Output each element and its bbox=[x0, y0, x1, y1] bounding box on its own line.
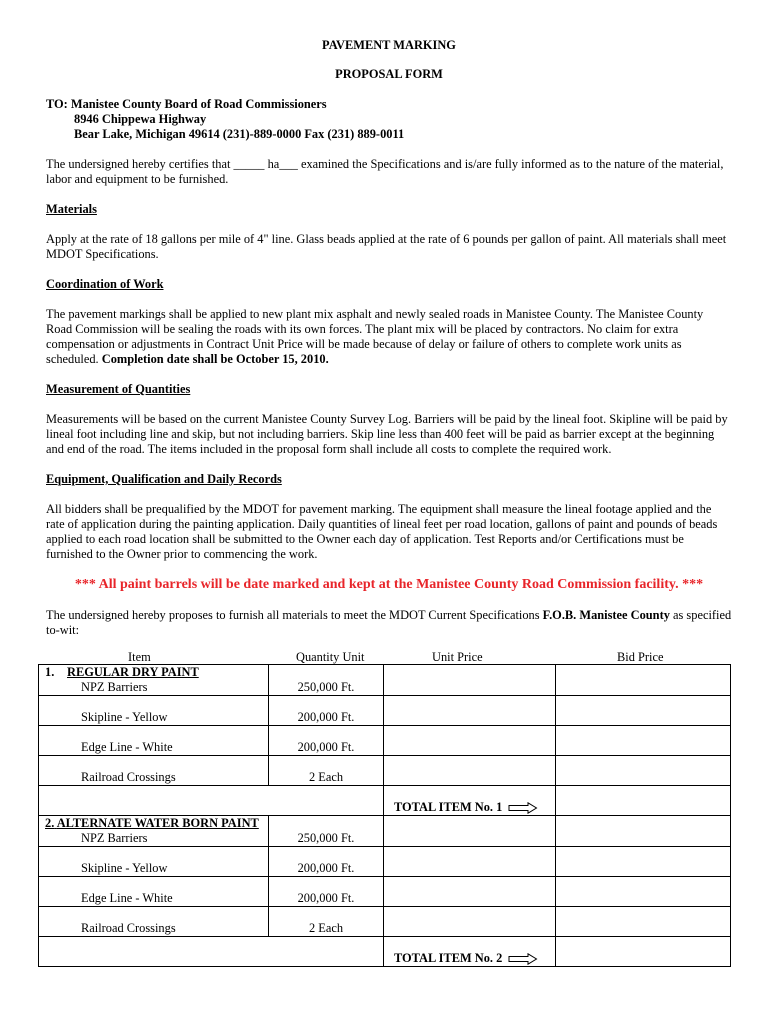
table-row bbox=[39, 907, 731, 937]
unit-price-cell[interactable] bbox=[384, 756, 556, 786]
measurement-paragraph: Measurements will be based on the current Manistee County Survey Log. Barriers will be paid by the lineal foot. Skipline will be paid by lineal foot including line and skip, but not including barriers. Skip line less than 400 feet will be paid as barrier except at the beginning and end of the road. The items included in the proposal form shall include all costs to complete the required work. bbox=[46, 412, 728, 456]
table-row bbox=[39, 877, 731, 907]
measurement-heading: Measurement of Quantities bbox=[46, 382, 191, 396]
quantity-cell bbox=[269, 847, 384, 877]
address-line-1: TO: Manistee County Board of Road Commissioners bbox=[46, 97, 327, 111]
proposal-text: The undersigned hereby proposes to furnish all materials to meet the MDOT Current Specifications bbox=[46, 608, 543, 622]
row-quantity: 2 Each bbox=[308, 921, 344, 935]
bid-price-cell[interactable] bbox=[556, 877, 731, 907]
table-row bbox=[39, 726, 731, 756]
table-row bbox=[39, 847, 731, 877]
group-2-number: 2. bbox=[45, 816, 55, 830]
item-cell bbox=[39, 877, 269, 907]
row-item-label: NPZ Barriers bbox=[81, 680, 148, 694]
item-cell bbox=[39, 665, 269, 696]
row-quantity: 250,000 Ft. bbox=[297, 831, 355, 845]
row-quantity: 200,000 Ft. bbox=[297, 861, 355, 875]
row-item-label: Railroad Crossings bbox=[81, 921, 176, 935]
quantity-cell bbox=[269, 665, 384, 696]
total-row-2 bbox=[39, 937, 731, 967]
total-spacer-cell bbox=[39, 937, 384, 967]
table-row bbox=[39, 816, 731, 847]
row-quantity: 200,000 Ft. bbox=[297, 740, 355, 754]
equipment-paragraph: All bidders shall be prequalified by the MDOT for pavement marking. The equipment shall measure the lineal footage applied and the rate of application during the painting application. Daily quantities of lineal feet per road location, gallons of paint and pounds of beads applied to each road location shall be submitted to the Owner each day of application. Test Reports and/or Certifications must be furnished to the Owner prior to commencing the work. bbox=[46, 502, 718, 561]
row-item-label: Edge Line - White bbox=[81, 740, 173, 754]
row-item-label: Edge Line - White bbox=[81, 891, 173, 905]
row-item-label: Skipline - Yellow bbox=[81, 710, 168, 724]
quantity-cell bbox=[269, 756, 384, 786]
proposal-form-page bbox=[45, 38, 732, 965]
row-item-label: Skipline - Yellow bbox=[81, 861, 168, 875]
quantity-cell bbox=[269, 907, 384, 937]
completion-date: Completion date shall be October 15, 2010. bbox=[101, 352, 329, 366]
table-row bbox=[39, 665, 731, 696]
coordination-paragraph bbox=[46, 307, 732, 367]
materials-paragraph: Apply at the rate of 18 gallons per mile of 4" line. Glass beads applied at the rate of 6 pounds per gallon of paint. All materials shall meet MDOT Specifications. bbox=[46, 232, 727, 261]
item-cell bbox=[39, 847, 269, 877]
unit-price-cell[interactable] bbox=[384, 877, 556, 907]
row-quantity: 250,000 Ft. bbox=[297, 680, 355, 694]
column-item: Item bbox=[128, 650, 151, 664]
total-item-1-value-cell[interactable] bbox=[556, 786, 731, 816]
total-spacer-cell bbox=[39, 786, 384, 816]
address-line-2: 8946 Chippewa Highway bbox=[74, 112, 207, 126]
address-line-3: Bear Lake, Michigan 49614 (231)-889-0000 Fax (231) 889-0011 bbox=[74, 127, 405, 141]
row-item-label: Railroad Crossings bbox=[81, 770, 176, 784]
unit-price-cell[interactable] bbox=[384, 696, 556, 726]
total-row-1 bbox=[39, 786, 731, 816]
coordination-text: The pavement markings shall be applied to new plant mix asphalt and newly sealed roads in Manistee County. The Manistee County Road Commission will be sealing the roads with its own forces. The plant mix will be placed by contractors. No claim for extra compensation or adjustments in Contract Unit Price will be made because of delay or failure of others to complete work units as scheduled. bbox=[46, 307, 704, 366]
item-cell bbox=[39, 696, 269, 726]
barrels-notice: *** All paint barrels will be date marked and kept at the Manistee County Road Commission facility. *** bbox=[74, 577, 704, 592]
column-bid-price: Bid Price bbox=[617, 650, 664, 664]
quantity-cell bbox=[269, 696, 384, 726]
bid-price-cell[interactable] bbox=[556, 756, 731, 786]
total-item-2-value-cell[interactable] bbox=[556, 937, 731, 967]
total-item-2-label: TOTAL ITEM No. 2 bbox=[394, 951, 503, 965]
unit-price-cell[interactable] bbox=[384, 726, 556, 756]
arrow-right-icon bbox=[508, 953, 538, 965]
bid-price-cell[interactable] bbox=[556, 696, 731, 726]
item-cell bbox=[39, 907, 269, 937]
item-cell bbox=[39, 726, 269, 756]
page-subtitle: PROPOSAL FORM bbox=[335, 67, 443, 81]
recipient-address bbox=[46, 97, 732, 142]
bid-price-cell[interactable] bbox=[556, 816, 731, 847]
table-row bbox=[39, 756, 731, 786]
intro-paragraph: The undersigned hereby certifies that _____ ha___ examined the Specifications and is/are fully informed as to the nature of the material, labor and equipment to be furnished. bbox=[46, 157, 724, 186]
bid-price-cell[interactable] bbox=[556, 847, 731, 877]
group-1-title bbox=[45, 665, 199, 679]
total-item-1-label: TOTAL ITEM No. 1 bbox=[394, 800, 503, 814]
quantity-cell bbox=[269, 726, 384, 756]
unit-price-cell[interactable] bbox=[384, 907, 556, 937]
unit-price-cell[interactable] bbox=[384, 816, 556, 847]
total-label-cell bbox=[384, 937, 556, 967]
quantity-cell bbox=[269, 816, 384, 847]
group-1-name: REGULAR DRY PAINT bbox=[67, 665, 199, 679]
group-1-number: 1. bbox=[45, 665, 55, 679]
row-item-label: NPZ Barriers bbox=[81, 831, 148, 845]
coordination-heading: Coordination of Work bbox=[46, 277, 164, 291]
group-2-title bbox=[45, 816, 259, 830]
equipment-heading: Equipment, Qualification and Daily Records bbox=[46, 472, 282, 486]
row-quantity: 200,000 Ft. bbox=[297, 891, 355, 905]
bid-price-cell[interactable] bbox=[556, 665, 731, 696]
bid-table bbox=[38, 664, 731, 967]
column-unit-price: Unit Price bbox=[432, 650, 483, 664]
table-row bbox=[39, 696, 731, 726]
arrow-right-icon bbox=[508, 802, 538, 814]
item-cell bbox=[39, 756, 269, 786]
row-quantity: 200,000 Ft. bbox=[297, 710, 355, 724]
materials-heading: Materials bbox=[46, 202, 97, 216]
group-2-name: ALTERNATE WATER BORN PAINT bbox=[56, 816, 259, 830]
quantity-cell bbox=[269, 877, 384, 907]
bid-price-cell[interactable] bbox=[556, 907, 731, 937]
row-quantity: 2 Each bbox=[308, 770, 344, 784]
unit-price-cell[interactable] bbox=[384, 847, 556, 877]
page-title: PAVEMENT MARKING bbox=[322, 38, 456, 52]
unit-price-cell[interactable] bbox=[384, 665, 556, 696]
bid-price-cell[interactable] bbox=[556, 726, 731, 756]
item-cell bbox=[39, 816, 269, 847]
total-label-cell bbox=[384, 786, 556, 816]
proposal-paragraph bbox=[46, 608, 732, 638]
column-quantity: Quantity Unit bbox=[296, 650, 365, 664]
table-header bbox=[46, 650, 732, 665]
proposal-tail: as specified to-wit: bbox=[46, 608, 732, 637]
fob-label: F.O.B. Manistee County bbox=[542, 608, 670, 622]
